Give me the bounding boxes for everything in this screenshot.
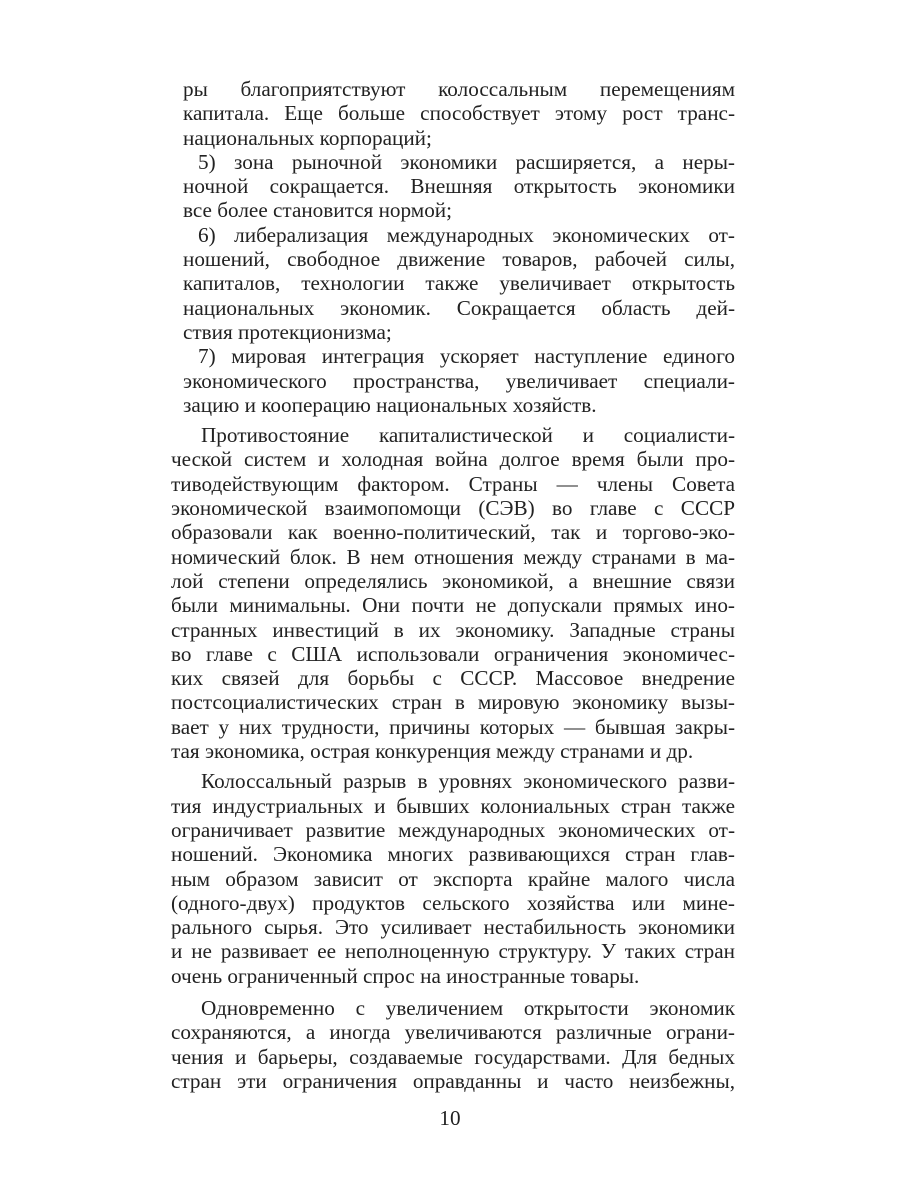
text-line: ным образом зависит от экспорта крайне малого числа [171, 866, 735, 891]
text-line: экономической взаимопомощи (СЭВ) во главе с СССР [171, 496, 735, 521]
text-line: стран эти ограничения оправданны и часто неизбежны, [171, 1068, 735, 1093]
text-line: 6) либерализация международных экономических от- [198, 222, 735, 247]
text-line: (одного-двух) продуктов сельского хозяйства или мине- [171, 890, 735, 915]
text-line: были минимальны. Они почти не допускали прямых ино- [171, 593, 735, 618]
text-line: 5) зона рыночной экономики расширяется, а неры- [198, 149, 735, 174]
text-line: тия индустриальных и бывших колониальных стран также [171, 793, 735, 818]
text-line: рального сырья. Это усиливает нестабильность экономики [171, 915, 735, 940]
text-line: вает у них трудности, причины которых — бывшая закры- [171, 714, 735, 739]
text-line: Противостояние капиталистической и социалисти- [201, 423, 735, 448]
text-line: ких связей для борьбы с СССР. Массовое внедрение [171, 666, 735, 691]
text-line: постсоциалистических стран в мировую экономику вызы- [171, 690, 735, 715]
text-line: ры благоприятствуют колоссальным перемещениям [183, 77, 735, 101]
text-line: очень ограниченный спрос на иностранные товары. [171, 963, 640, 988]
text-line: ствия протекционизма; [183, 319, 392, 344]
text-line: странных инвестиций в их экономику. Западные страны [171, 617, 735, 642]
text-line: ческой систем и холодная война долгое время были про- [171, 447, 735, 472]
body-text [171, 77, 735, 1093]
text-line: 7) мировая интеграция ускоряет наступление единого [198, 344, 735, 369]
text-line: экономического пространства, увеличивает специали- [183, 368, 735, 393]
text-line: ночной сокращается. Внешняя открытость экономики [183, 174, 735, 199]
text-line: номический блок. В нем отношения между странами в ма- [171, 544, 735, 569]
text-line: сохраняются, а иногда увеличиваются различные ограни- [171, 1020, 735, 1045]
text-line: Одновременно с увеличением открытости экономик [201, 995, 735, 1020]
text-line: национальных экономик. Сокращается область дей- [183, 295, 735, 320]
text-line: капитала. Еще больше способствует этому рост транс- [183, 101, 735, 126]
text-line: образовали как военно-политический, так и торгово-эко- [171, 520, 735, 545]
text-line: ношений, свободное движение товаров, рабочей силы, [183, 247, 735, 272]
text-line: чения и барьеры, создаваемые государствами. Для бедных [171, 1044, 735, 1069]
text-line: лой степени определялись экономикой, а внешние связи [171, 568, 735, 593]
page-number: 10 [439, 1106, 461, 1130]
text-line: ношений. Экономика многих развивающихся стран глав- [171, 842, 735, 867]
text-line: ограничивает развитие международных экономических от- [171, 817, 735, 842]
text-line: во главе с США использовали ограничения экономичес- [171, 641, 735, 666]
text-line: капиталов, технологии также увеличивает открытость [183, 271, 735, 296]
text-line: национальных корпораций; [183, 125, 432, 150]
text-line: и не развивает ее неполноценную структуру. У таких стран [171, 939, 735, 964]
text-line: все более становится нормой; [183, 198, 453, 223]
text-line: тиводействующим фактором. Страны — члены Совета [171, 471, 735, 496]
text-line: Колоссальный разрыв в уровнях экономического разви- [201, 769, 735, 794]
text-line: зацию и кооперацию национальных хозяйств. [183, 392, 597, 417]
text-line: тая экономика, острая конкуренция между странами и др. [171, 739, 694, 764]
